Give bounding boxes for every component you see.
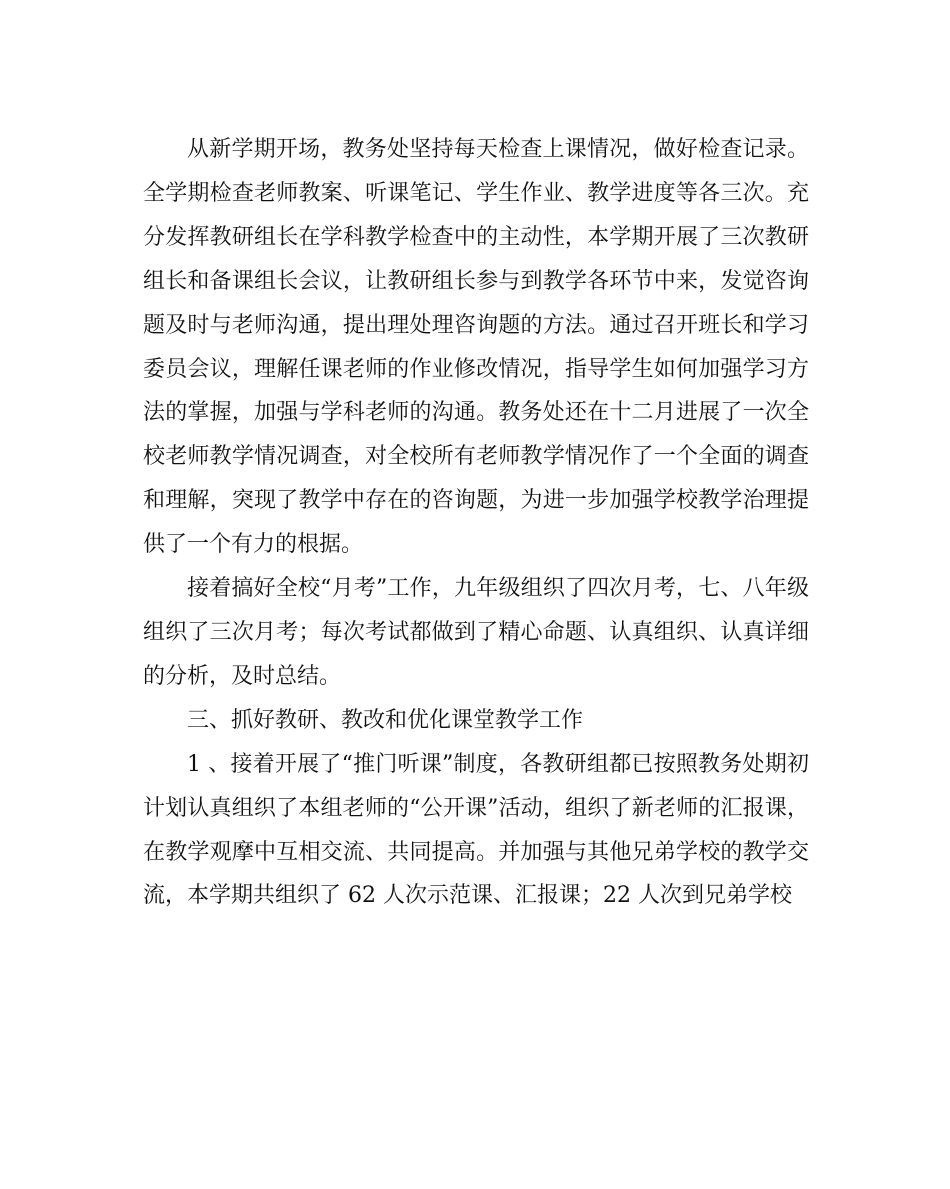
paragraph-open-class: 1 、接着开展了“推门听课”制度，各教研组都已按照教务处期初计划认真组织了本组老师的“公开课”活动，组织了新老师的汇报课，在教学观摩中互相交流、共同提高。并加强与其他兄弟学校的教学交流，本学期共组织了 62 人次示范课、汇报课；22 人次到兄弟学校 bbox=[143, 751, 809, 909]
document-body bbox=[143, 128, 809, 918]
section-heading-teaching-research: 三、抓好教研、教改和优化课堂教学工作 bbox=[187, 707, 584, 733]
paragraph-inspection: 从新学期开场，教务处坚持每天检查上课情况，做好检查记录。全学期检查老师教案、听课笔记、学生作业、教学进度等各三次。充分发挥教研组长在学科教学检查中的主动性，本学期开展了三次教研组长和备课组长会议，让教研组长参与到教学各环节中来，发觉咨询题及时与老师沟通，提出理处理咨询题的方法。通过召开班长和学习委员会议，理解任课老师的作业修改情况，指导学生如何加强学习方法的掌握，加强与学科老师的沟通。教务处还在十二月进展了一次全校老师教学情况调查，对全校所有老师教学情况作了一个全面的调查和理解，突现了教学中存在的咨询题，为进一步加强学校教学治理提供了一个有力的根据。 bbox=[143, 137, 809, 558]
paragraph-monthly-exam: 接着搞好全校“月考”工作，九年级组织了四次月考，七、八年级组织了三次月考；每次考试都做到了精心命题、认真组织、认真详细的分析，及时总结。 bbox=[143, 576, 809, 689]
